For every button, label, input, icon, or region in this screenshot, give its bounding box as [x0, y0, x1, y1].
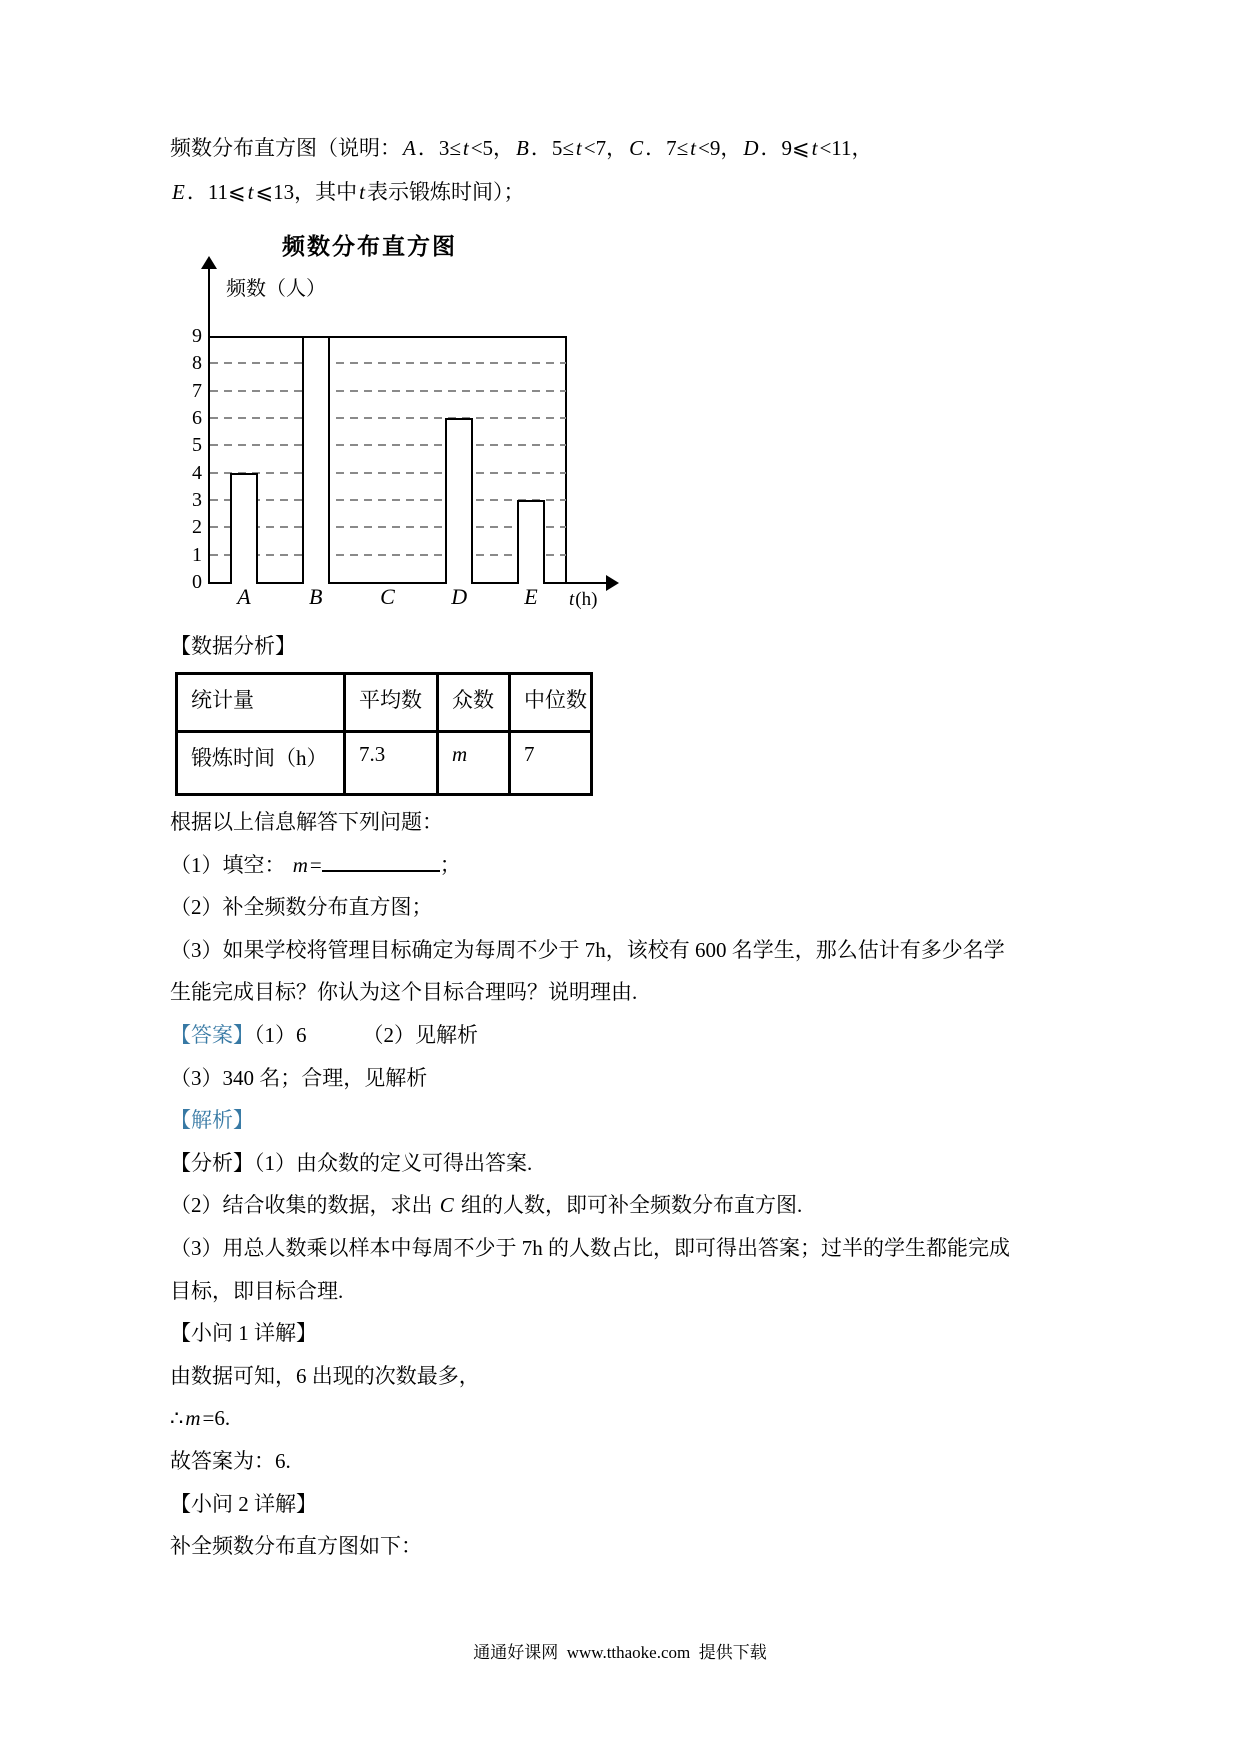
table-cell-mean: 7.3: [345, 732, 438, 795]
text-segment: =: [309, 852, 322, 877]
y-tick-8: 8: [192, 352, 202, 375]
x-label-D: D: [451, 584, 468, 609]
problem-statement: [170, 126, 1110, 214]
text-line: [170, 886, 1130, 929]
plot-right-border: [565, 336, 567, 584]
gridline-8: [210, 362, 566, 364]
table-data-row: [177, 732, 592, 795]
text-line: [170, 844, 1130, 887]
text-line: [170, 1397, 1130, 1440]
x-label-A: A: [237, 584, 251, 609]
text-line: [170, 1270, 1130, 1313]
text-line: [170, 1142, 1130, 1185]
y-tick-1: 1: [192, 543, 202, 566]
y-tick-9: 9: [192, 325, 202, 347]
text-segment: <9: [697, 136, 721, 160]
text-segment: 【小问 2 详解】: [170, 1491, 317, 1516]
text-segment: ，: [493, 136, 515, 160]
text-segment: m: [185, 1406, 201, 1431]
text-segment: （2）补全频数分布直方图；: [170, 895, 433, 920]
text-segment: ．3≤: [417, 136, 461, 160]
text-segment: ．7≤: [645, 136, 689, 160]
table-header-row: [177, 674, 592, 732]
text-segment: 目标，即目标合理.: [170, 1278, 344, 1303]
text-segment: 【答案】: [170, 1022, 254, 1047]
text-segment: (h): [575, 589, 598, 610]
y-tick-7: 7: [192, 379, 202, 402]
text-segment: ；: [439, 852, 461, 877]
y-tick-5: 5: [192, 434, 202, 457]
text-segment: 【分析】（1）由众数的定义可得出答案.: [170, 1150, 533, 1175]
text-segment: （2）结合收集的数据，求出: [170, 1193, 438, 1218]
y-axis-label: 频数（人）: [226, 278, 326, 300]
statement-line-2: [170, 170, 1110, 214]
text-segment: （3）用总人数乘以样本中每周不少于 7h 的人数占比，即可得出答案；过半的学生都能完成: [170, 1235, 1010, 1260]
x-label-C: C: [380, 584, 395, 609]
table-header-cell: 统计量: [177, 674, 345, 732]
text-segment: <11: [819, 136, 852, 160]
text-segment: B: [516, 136, 529, 160]
text-segment: 频数分布直方图（说明：: [170, 136, 401, 160]
text-segment: ⩽13: [255, 180, 295, 204]
data-analysis-heading: 【数据分析】: [170, 634, 296, 658]
text-segment: 生能完成目标？你认为这个目标合理吗？说明理由.: [170, 980, 638, 1005]
text-line: [170, 971, 1130, 1014]
text-line: [170, 1184, 1130, 1227]
text-segment: （2）见解析: [362, 1022, 478, 1047]
text-line: [170, 1525, 1130, 1568]
bar-B: [302, 336, 330, 584]
text-line: [170, 801, 1130, 844]
text-segment: 组的人数，即可补全频数分布直方图.: [455, 1193, 803, 1218]
bar-E: [517, 500, 545, 584]
x-label-B: B: [309, 584, 323, 609]
text-segment: （3）如果学校将管理目标确定为每周不少于 7h，该校有 600 名学生，那么估计有多少名学: [170, 937, 1005, 962]
text-segment: [322, 855, 440, 872]
text-segment: t: [690, 136, 696, 160]
text-segment: t: [575, 136, 582, 160]
y-axis-line: [208, 268, 210, 584]
y-tick-2: 2: [192, 516, 202, 539]
text-segment: （1）6: [254, 1022, 307, 1047]
gridline-7: [210, 390, 566, 392]
text-line: [170, 1227, 1130, 1270]
gridline-6: [210, 417, 566, 419]
text-segment: t: [462, 136, 469, 160]
gridline-2: [210, 526, 566, 528]
table-cell-label: 锻炼时间（h）: [177, 732, 345, 795]
text-segment: 由数据可知，6 出现的次数最多，: [170, 1363, 480, 1388]
text-segment: <5: [470, 136, 494, 160]
y-tick-3: 3: [192, 489, 202, 511]
text-segment: ．5≤: [530, 136, 574, 160]
text-segment: ∴: [170, 1406, 184, 1431]
chart-title: 频数分布直方图: [282, 234, 457, 259]
text-segment: =6.: [202, 1406, 231, 1431]
text-segment: t: [247, 180, 254, 204]
x-axis-arrow-icon: [606, 575, 619, 591]
table-header-cell: 众数: [438, 674, 510, 732]
text-segment: ，: [851, 136, 873, 160]
text-segment: （1）填空：: [170, 852, 291, 877]
gridline-4: [210, 472, 566, 474]
text-line: [170, 1099, 1130, 1142]
text-segment: 【小问 1 详解】: [170, 1321, 317, 1346]
statement-line-1: [170, 126, 1110, 170]
text-segment: （3）340 名；合理，见解析: [170, 1065, 428, 1090]
text-line: [170, 1014, 1130, 1057]
text-segment: <7: [583, 136, 607, 160]
solution-text: [170, 801, 1130, 1568]
text-segment: t: [569, 589, 575, 610]
gridline-solid-9: [208, 336, 566, 338]
footer-watermark: 通通好课网 www.tthaoke.com 提供下载: [473, 1643, 767, 1662]
text-segment: C: [439, 1193, 454, 1218]
text-line: [170, 929, 1130, 972]
text-line: [170, 1483, 1130, 1526]
text-segment: D: [743, 136, 759, 160]
text-segment: t: [359, 180, 365, 204]
text-segment: ．11⩽: [186, 180, 246, 204]
table-header-cell: 平均数: [345, 674, 438, 732]
frequency-histogram: [170, 228, 650, 614]
text-segment: 故答案为：6.: [170, 1448, 291, 1473]
statistics-table: [175, 672, 593, 796]
text-segment: 【解析】: [170, 1108, 254, 1133]
text-segment: ，其中: [294, 180, 358, 204]
bar-D: [445, 418, 473, 584]
text-segment: E: [172, 180, 185, 204]
x-axis-unit-label: [568, 589, 597, 611]
table-cell-median: 7: [510, 732, 592, 795]
text-line: [170, 1312, 1130, 1355]
text-segment: t: [811, 136, 818, 160]
x-label-E: E: [524, 584, 538, 609]
y-tick-6: 6: [192, 407, 202, 429]
y-tick-4: 4: [192, 461, 202, 484]
text-line: [170, 1440, 1130, 1483]
bar-A: [230, 473, 258, 584]
text-segment: C: [629, 136, 644, 160]
gridline-5: [210, 444, 566, 446]
text-segment: A: [403, 136, 416, 160]
gridline-1: [210, 554, 566, 556]
table-header-cell: 中位数: [510, 674, 592, 732]
gridline-3: [210, 499, 566, 501]
y-tick-0: 0: [192, 571, 202, 593]
text-line: [170, 1057, 1130, 1100]
text-segment: ，: [606, 136, 628, 160]
text-segment: ，: [720, 136, 742, 160]
text-segment: m: [292, 852, 308, 877]
text-segment: 表示锻炼时间）；: [366, 180, 525, 204]
text-line: [170, 1355, 1130, 1398]
text-segment: ．9⩽: [760, 136, 810, 160]
text-segment: 根据以上信息解答下列问题：: [170, 810, 443, 834]
text-segment: 补全频数分布直方图如下：: [170, 1534, 422, 1559]
table-cell-mode: m: [438, 732, 510, 795]
